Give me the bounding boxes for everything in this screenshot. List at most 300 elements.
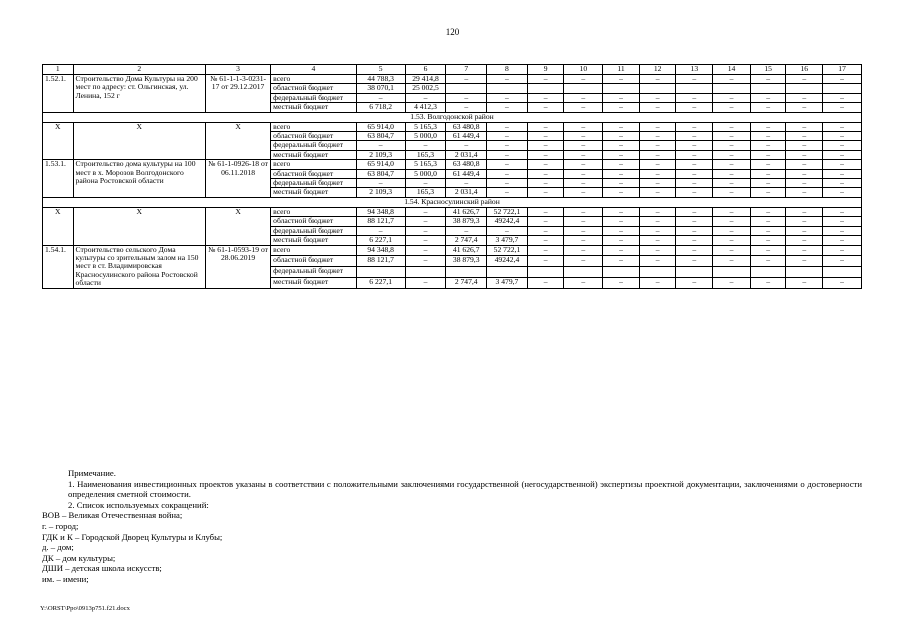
amount-c15: – (750, 236, 786, 245)
project-id: X (43, 207, 74, 245)
amount-c11: – (603, 207, 640, 216)
abbreviation-list (42, 510, 862, 584)
amount-c6: 5 165,3 (405, 160, 446, 169)
column-number-1: 1 (43, 65, 74, 75)
amount-c11: – (603, 132, 640, 141)
amount-c11: – (603, 236, 640, 245)
column-number-13: 13 (676, 65, 713, 75)
amount-c16: – (786, 236, 823, 245)
amount-c15 (750, 84, 786, 93)
amount-c14: – (713, 277, 751, 288)
amount-c6: – (405, 226, 446, 235)
amount-c5: 38 070,1 (356, 84, 405, 93)
amount-c16: – (786, 122, 823, 131)
amount-c7: 38 879,3 (446, 217, 487, 226)
amount-c14: – (713, 103, 751, 112)
amount-c12: – (639, 75, 676, 84)
table-row (43, 122, 862, 131)
amount-c10: – (564, 207, 603, 216)
section-row (43, 197, 862, 207)
amount-c15: – (750, 169, 786, 178)
amount-c12: – (639, 93, 676, 102)
amount-c5: 94 348,8 (356, 245, 405, 256)
amount-c17: – (823, 179, 862, 188)
amount-c10: – (564, 150, 603, 159)
abbreviation-item: г. – город; (42, 520, 79, 531)
amount-c7 (446, 84, 487, 93)
abbreviation-item: им. – имени; (42, 573, 89, 584)
amount-c12: – (639, 179, 676, 188)
project-name: Строительство дома культуры на 100 мест в х. Морозов Волгодонского района Ростовской области (73, 160, 205, 198)
amount-c7: 2 031,4 (446, 150, 487, 159)
section-title: 1.54. Красносулинский район (43, 197, 862, 207)
amount-c12: – (639, 207, 676, 216)
project-name: X (73, 207, 205, 245)
amount-c5: 88 121,7 (356, 217, 405, 226)
funding-source: местный бюджет (271, 103, 357, 112)
amount-c13: – (676, 277, 713, 288)
expertise-conclusion: X (205, 207, 270, 245)
funding-source: федеральный бюджет (271, 93, 357, 102)
amount-c16: – (786, 277, 823, 288)
column-number-15: 15 (750, 65, 786, 75)
amount-c16: – (786, 169, 823, 178)
amount-c16 (786, 84, 823, 93)
amount-c11: – (603, 256, 640, 267)
amount-c9: – (527, 141, 564, 150)
amount-c13 (676, 267, 713, 278)
file-path-footer: Y:\ORST\Ppo\0913p751.f21.docx (40, 605, 130, 612)
amount-c14: – (713, 245, 751, 256)
amount-c16: – (786, 75, 823, 84)
amount-c14: – (713, 132, 751, 141)
amount-c7: 2 747,4 (446, 277, 487, 288)
amount-c7: 2 031,4 (446, 188, 487, 197)
amount-c7: – (446, 93, 487, 102)
amount-c16: – (786, 245, 823, 256)
amount-c7: 61 449,4 (446, 132, 487, 141)
amount-c8: – (487, 179, 528, 188)
column-number-7: 7 (446, 65, 487, 75)
amount-c10: – (564, 75, 603, 84)
amount-c6: 165,3 (405, 150, 446, 159)
amount-c7: – (446, 179, 487, 188)
expertise-conclusion: X (205, 122, 270, 160)
notes-block (42, 468, 862, 585)
funding-source: всего (271, 122, 357, 131)
amount-c13: – (676, 141, 713, 150)
amount-c17: – (823, 217, 862, 226)
amount-c12: – (639, 122, 676, 131)
amount-c11: – (603, 141, 640, 150)
amount-c11 (603, 267, 640, 278)
amount-c9: – (527, 160, 564, 169)
amount-c7: – (446, 141, 487, 150)
amount-c15: – (750, 217, 786, 226)
amount-c17: – (823, 245, 862, 256)
amount-c13: – (676, 256, 713, 267)
amount-c8: 52 722,1 (487, 207, 528, 216)
amount-c5: 63 804,7 (356, 132, 405, 141)
amount-c5 (356, 267, 405, 278)
table-row (43, 245, 862, 256)
amount-c8: – (487, 75, 528, 84)
amount-c13: – (676, 217, 713, 226)
amount-c12 (639, 267, 676, 278)
amount-c16: – (786, 141, 823, 150)
amount-c17: – (823, 93, 862, 102)
amount-c16: – (786, 226, 823, 235)
amount-c14: – (713, 207, 751, 216)
amount-c9: – (527, 150, 564, 159)
amount-c8: – (487, 103, 528, 112)
funding-source: местный бюджет (271, 277, 357, 288)
amount-c6: – (405, 141, 446, 150)
abbreviation-item: ДШИ – детская школа искусств; (42, 563, 162, 574)
amount-c5: 6 718,2 (356, 103, 405, 112)
amount-c17: – (823, 132, 862, 141)
amount-c11 (603, 84, 640, 93)
column-number-10: 10 (564, 65, 603, 75)
notes-item-2: 2. Список используемых сокращений: (68, 499, 209, 510)
amount-c13 (676, 84, 713, 93)
amount-c9: – (527, 207, 564, 216)
funding-source: областной бюджет (271, 256, 357, 267)
amount-c10: – (564, 277, 603, 288)
amount-c15: – (750, 160, 786, 169)
amount-c5: – (356, 141, 405, 150)
amount-c15: – (750, 103, 786, 112)
column-number-row (43, 65, 862, 75)
amount-c13: – (676, 207, 713, 216)
amount-c16: – (786, 207, 823, 216)
amount-c17: – (823, 207, 862, 216)
expertise-conclusion: № 61-1-0926-18 от 06.11.2018 (205, 160, 270, 198)
amount-c11: – (603, 179, 640, 188)
funding-source: местный бюджет (271, 188, 357, 197)
amount-c9: – (527, 188, 564, 197)
amount-c7: 61 449,4 (446, 169, 487, 178)
table-row (43, 75, 862, 84)
amount-c10: – (564, 132, 603, 141)
amount-c14 (713, 84, 751, 93)
amount-c17 (823, 84, 862, 93)
amount-c14: – (713, 188, 751, 197)
amount-c17 (823, 267, 862, 278)
amount-c13: – (676, 160, 713, 169)
amount-c11: – (603, 188, 640, 197)
expertise-conclusion: № 61-1-1-3-0231-17 от 29.12.2017 (205, 75, 270, 113)
abbreviation-item: ДК – дом культуры; (42, 552, 116, 563)
table-row (43, 207, 862, 216)
amount-c14: – (713, 122, 751, 131)
amount-c9: – (527, 256, 564, 267)
amount-c16: – (786, 160, 823, 169)
funding-source: местный бюджет (271, 150, 357, 159)
amount-c5: 63 804,7 (356, 169, 405, 178)
amount-c15: – (750, 179, 786, 188)
amount-c9: – (527, 277, 564, 288)
amount-c6: – (405, 236, 446, 245)
amount-c17: – (823, 160, 862, 169)
amount-c16: – (786, 256, 823, 267)
amount-c15 (750, 267, 786, 278)
amount-c16 (786, 267, 823, 278)
project-id: 1.54.1. (43, 245, 74, 288)
amount-c7: – (446, 226, 487, 235)
amount-c11: – (603, 103, 640, 112)
amount-c15: – (750, 245, 786, 256)
amount-c8: – (487, 93, 528, 102)
amount-c10: – (564, 169, 603, 178)
amount-c6: – (405, 277, 446, 288)
column-number-4: 4 (271, 65, 357, 75)
amount-c13: – (676, 226, 713, 235)
amount-c8: 49242,4 (487, 217, 528, 226)
amount-c10: – (564, 179, 603, 188)
amount-c17: – (823, 236, 862, 245)
amount-c10: – (564, 226, 603, 235)
amount-c9: – (527, 217, 564, 226)
funding-source: всего (271, 75, 357, 84)
amount-c12: – (639, 169, 676, 178)
amount-c15: – (750, 132, 786, 141)
column-number-5: 5 (356, 65, 405, 75)
amount-c12: – (639, 188, 676, 197)
section-row (43, 112, 862, 122)
funding-source: всего (271, 245, 357, 256)
amount-c13: – (676, 236, 713, 245)
column-number-8: 8 (487, 65, 528, 75)
amount-c9: – (527, 93, 564, 102)
amount-c9: – (527, 103, 564, 112)
amount-c14: – (713, 75, 751, 84)
amount-c14: – (713, 236, 751, 245)
amount-c7: 63 480,8 (446, 122, 487, 131)
column-number-9: 9 (527, 65, 564, 75)
amount-c5: 65 914,0 (356, 160, 405, 169)
amount-c14: – (713, 93, 751, 102)
amount-c9: – (527, 75, 564, 84)
abbreviation-item: ГДК и К – Городской Дворец Культуры и Клубы; (42, 531, 223, 542)
project-name: X (73, 122, 205, 160)
amount-c13: – (676, 103, 713, 112)
notes-item-1 (68, 479, 862, 500)
project-name: Строительство сельского Дома культуры со зрительным залом на 150 мест в ст. Владимировская Красносулинского района Ростовской области (73, 245, 205, 288)
amount-c15: – (750, 256, 786, 267)
amount-c5: – (356, 179, 405, 188)
amount-c7: – (446, 75, 487, 84)
amount-c5: 2 109,3 (356, 188, 405, 197)
funding-source: областной бюджет (271, 217, 357, 226)
amount-c6: 165,3 (405, 188, 446, 197)
amount-c6: 5 000,0 (405, 132, 446, 141)
amount-c12: – (639, 245, 676, 256)
amount-c14: – (713, 150, 751, 159)
amount-c16: – (786, 93, 823, 102)
amount-c10 (564, 267, 603, 278)
amount-c14: – (713, 256, 751, 267)
amount-c14: – (713, 160, 751, 169)
table-body (43, 65, 862, 289)
amount-c13: – (676, 93, 713, 102)
project-id: X (43, 122, 74, 160)
notes-item-1-text: 1. Наименования инвестиционных проектов указаны в соответствии с положительными заключениями государственной (негосударственной) экспертизы проектной документации, заключениями о достоверности определения сметной стоимости. (68, 478, 862, 500)
funding-source: всего (271, 207, 357, 216)
amount-c10: – (564, 103, 603, 112)
amount-c15: – (750, 207, 786, 216)
amount-c13: – (676, 188, 713, 197)
amount-c11: – (603, 75, 640, 84)
amount-c8: – (487, 226, 528, 235)
amount-c8: – (487, 188, 528, 197)
abbreviation-item: ВОВ – Великая Отечественная война; (42, 510, 183, 521)
amount-c16: – (786, 132, 823, 141)
funding-source: федеральный бюджет (271, 179, 357, 188)
amount-c13: – (676, 132, 713, 141)
amount-c15: – (750, 150, 786, 159)
amount-c8: – (487, 141, 528, 150)
amount-c6: 5 165,3 (405, 122, 446, 131)
amount-c7: 41 626,7 (446, 245, 487, 256)
amount-c12: – (639, 141, 676, 150)
amount-c12: – (639, 160, 676, 169)
amount-c11: – (603, 93, 640, 102)
amount-c8: 3 479,7 (487, 236, 528, 245)
amount-c5: 88 121,7 (356, 256, 405, 267)
amount-c16: – (786, 188, 823, 197)
amount-c16: – (786, 103, 823, 112)
amount-c11: – (603, 160, 640, 169)
amount-c17: – (823, 103, 862, 112)
amount-c12: – (639, 236, 676, 245)
table-row (43, 160, 862, 169)
amount-c7: 2 747,4 (446, 236, 487, 245)
column-number-3: 3 (205, 65, 270, 75)
column-number-11: 11 (603, 65, 640, 75)
column-number-16: 16 (786, 65, 823, 75)
funding-source: областной бюджет (271, 169, 357, 178)
amount-c11: – (603, 150, 640, 159)
amount-c13: – (676, 179, 713, 188)
amount-c9 (527, 267, 564, 278)
amount-c12: – (639, 132, 676, 141)
amount-c12: – (639, 256, 676, 267)
amount-c9: – (527, 169, 564, 178)
amount-c8: – (487, 160, 528, 169)
amount-c14: – (713, 179, 751, 188)
amount-c7: 38 879,3 (446, 256, 487, 267)
amount-c11: – (603, 217, 640, 226)
amount-c12: – (639, 150, 676, 159)
amount-c5: 65 914,0 (356, 122, 405, 131)
amount-c10: – (564, 217, 603, 226)
amount-c8 (487, 267, 528, 278)
amount-c17: – (823, 277, 862, 288)
amount-c8: – (487, 132, 528, 141)
amount-c14 (713, 267, 751, 278)
amount-c11: – (603, 226, 640, 235)
amount-c12 (639, 84, 676, 93)
amount-c10: – (564, 236, 603, 245)
notes-heading: Примечание. (68, 468, 116, 478)
amount-c8 (487, 84, 528, 93)
amount-c13: – (676, 245, 713, 256)
amount-c9: – (527, 132, 564, 141)
amount-c10: – (564, 93, 603, 102)
amount-c9 (527, 84, 564, 93)
amount-c11: – (603, 169, 640, 178)
amount-c14: – (713, 141, 751, 150)
amount-c15: – (750, 188, 786, 197)
amount-c14: – (713, 217, 751, 226)
amount-c13: – (676, 150, 713, 159)
amount-c10: – (564, 141, 603, 150)
amount-c8: 3 479,7 (487, 277, 528, 288)
amount-c7: 41 626,7 (446, 207, 487, 216)
amount-c13: – (676, 122, 713, 131)
amount-c6: 25 002,5 (405, 84, 446, 93)
funding-source: областной бюджет (271, 132, 357, 141)
amount-c15: – (750, 75, 786, 84)
amount-c6: – (405, 179, 446, 188)
amount-c10: – (564, 188, 603, 197)
column-number-12: 12 (639, 65, 676, 75)
amount-c11: – (603, 277, 640, 288)
amount-c9: – (527, 179, 564, 188)
column-number-2: 2 (73, 65, 205, 75)
project-id: 1.52.1. (43, 75, 74, 113)
project-id: 1.53.1. (43, 160, 74, 198)
amount-c6: – (405, 245, 446, 256)
amount-c5: – (356, 226, 405, 235)
amount-c9: – (527, 245, 564, 256)
amount-c6: – (405, 93, 446, 102)
amount-c13: – (676, 75, 713, 84)
column-number-6: 6 (405, 65, 446, 75)
amount-c9: – (527, 122, 564, 131)
amount-c12: – (639, 103, 676, 112)
budget-table (42, 64, 862, 289)
amount-c7 (446, 267, 487, 278)
amount-c8: – (487, 169, 528, 178)
amount-c5: 2 109,3 (356, 150, 405, 159)
amount-c6: 4 412,3 (405, 103, 446, 112)
amount-c17: – (823, 226, 862, 235)
amount-c12: – (639, 277, 676, 288)
amount-c14: – (713, 226, 751, 235)
amount-c10: – (564, 122, 603, 131)
amount-c8: 52 722,1 (487, 245, 528, 256)
amount-c8: – (487, 150, 528, 159)
column-number-14: 14 (713, 65, 751, 75)
amount-c15: – (750, 93, 786, 102)
expertise-conclusion: № 61-1-0593-19 от 28.06.2019 (205, 245, 270, 288)
amount-c12: – (639, 226, 676, 235)
amount-c6: 29 414,8 (405, 75, 446, 84)
amount-c17: – (823, 256, 862, 267)
amount-c9: – (527, 226, 564, 235)
funding-source: местный бюджет (271, 236, 357, 245)
column-number-17: 17 (823, 65, 862, 75)
amount-c15: – (750, 122, 786, 131)
amount-c9: – (527, 236, 564, 245)
amount-c16: – (786, 217, 823, 226)
amount-c13: – (676, 169, 713, 178)
amount-c5: – (356, 93, 405, 102)
amount-c16: – (786, 150, 823, 159)
amount-c10: – (564, 245, 603, 256)
